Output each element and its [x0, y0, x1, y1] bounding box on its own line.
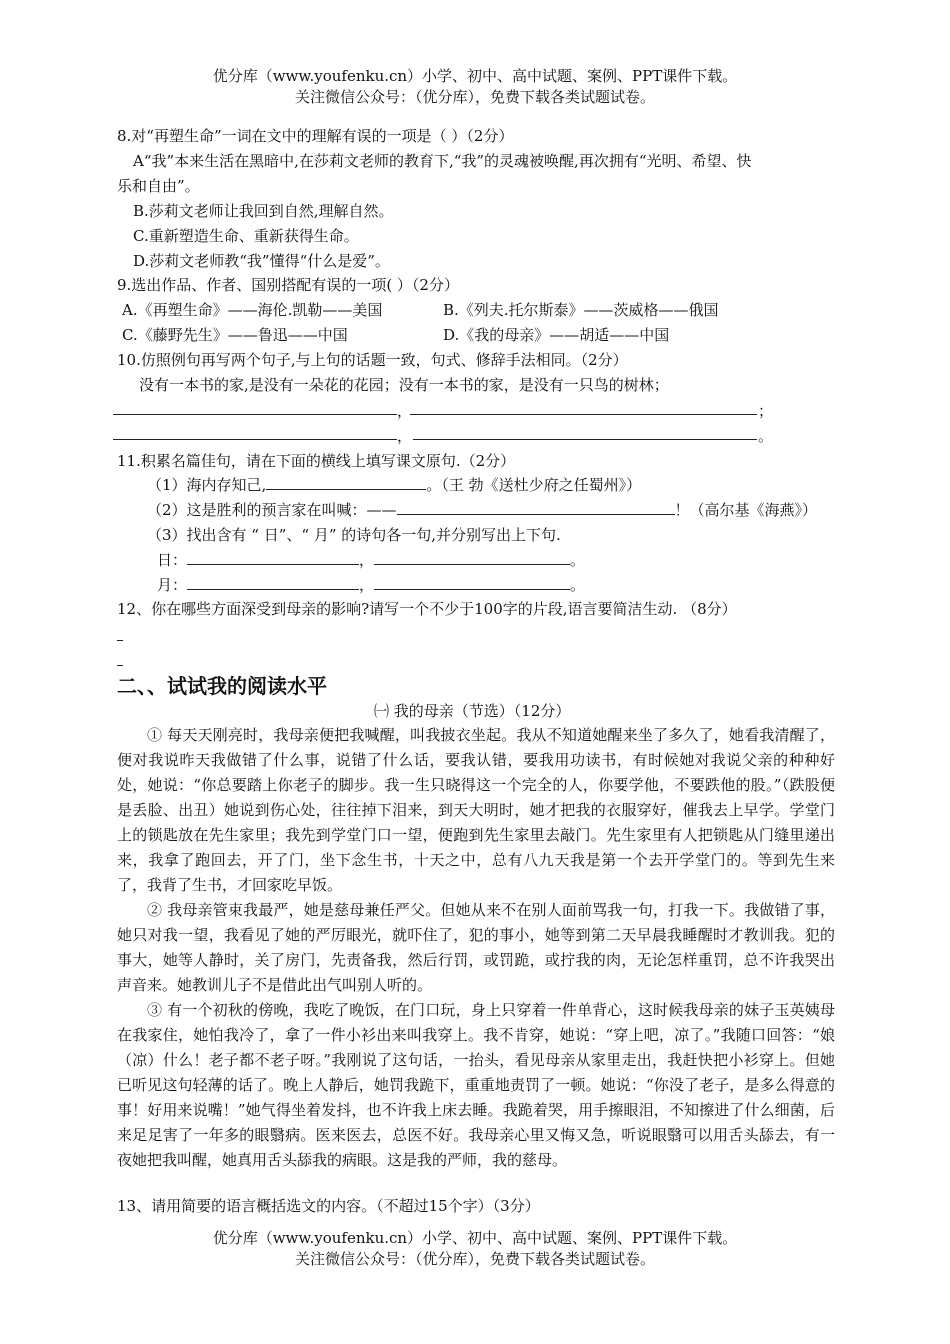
q11-moon-comma: ， [359, 576, 375, 594]
q11-sun-label: 日： [157, 551, 188, 569]
q11-item-1-source: 。（王 勃《送杜少府之任蜀州》） [426, 476, 642, 494]
q8-stem: 8.对“再塑生命”一词在文中的理解有误的一项是（ ）（2分） [117, 127, 514, 145]
q8-option-d: D.莎莉文老师教“我”懂得“什么是爱”。 [133, 252, 390, 270]
q11-sun-blank-1[interactable] [187, 550, 359, 565]
q10-blank-2[interactable] [410, 414, 757, 415]
q11-item-1 [147, 474, 641, 496]
answer-dash-2 [117, 665, 123, 666]
q13-stem: 13、请用简要的语言概括选文的内容。（不超过15个字）（3分） [117, 1197, 540, 1215]
passage [117, 723, 835, 1173]
q11-stem: 11.积累名篇佳句，请在下面的横线上填写课文原句.（2分） [117, 452, 516, 470]
passage-paragraph-3: ③ 有一个初秋的傍晚，我吃了晚饭，在门口玩，身上只穿着一件单背心，这时候我母亲的妹子玉英姨母在我家住，她怕我冷了，拿了一件小衫出来叫我穿上。我不肯穿，她说：“穿上吧，凉了。”我随口回答：“娘（凉）什么！老子都不老子呀。”我刚说了这句话，一抬头，看见母亲从家里走出，我赶快把小衫穿上。但她已听见这句轻薄的话了。晚上人静后，她罚我跪下，重重地责罚了一顿。她说：“你没了老子，是多么得意的事！好用来说嘴！”她气得坐着发抖，也不许我上床去睡。我跪着哭，用手擦眼泪，不知擦进了什么细菌，后来足足害了一年多的眼翳病。医来医去，总医不好。我母亲心里又悔又急，听说眼翳可以用舌头舔去，有一夜她把我叫醒，她真用舌头舔我的病眼。这是我的严师，我的慈母。 [117, 1001, 835, 1169]
q11-moon-row [157, 574, 585, 596]
q10-punct-3: ， [397, 427, 413, 445]
q9-option-d: D.《我的母亲》——胡适——中国 [443, 326, 670, 344]
q9-option-c: C.《藤野先生》——鲁迅——中国 [122, 326, 348, 344]
q11-blank-1[interactable] [266, 475, 426, 490]
q11-sun-blank-2[interactable] [374, 550, 570, 565]
q10-stem: 10.仿照例句再写两个句子,与上句的话题一致，句式、修辞手法相同。（2分） [117, 351, 628, 369]
answer-dash-1 [117, 640, 123, 641]
q11-item-3: （3）找出含有 “ 日”、“ 月” 的诗句各一句,并分别写出上下句. [147, 526, 561, 544]
passage-paragraph-1: ① 每天天刚亮时，我母亲便把我喊醒，叫我披衣坐起。我从不知道她醒来坐了多久了，她看我清醒了，便对我说昨天我做错了什么事，说错了什么话，要我认错，要我用功读书，有时候她对我说父亲的种种好处，她说：“你总要踏上你老子的脚步。我一生只晓得这一个完全的人，你要学他，不要跌他的股。”（跌股便是丢脸、出丑）她说到伤心处，往往掉下泪来，到天大明时，她才把我的衣服穿好，催我去上早学。学堂门上的锁匙放在先生家里；我先到学堂门口一望，便跑到先生家里去敲门。先生家里有人把锁匙从门缝里递出来，我拿了跑回去，开了门，坐下念生书，十天之中，总有八九天我是第一个去开学堂门的。等到先生来了，我背了生书，才回家吃早饭。 [117, 726, 835, 894]
q11-moon-label: 月： [157, 576, 188, 594]
q8-option-b: B.莎莉文老师让我回到自然,理解自然。 [133, 202, 394, 220]
q11-moon-blank-1[interactable] [187, 575, 359, 590]
q9-stem: 9.选出作品、作者、国别搭配有误的一项( ）（2分） [117, 276, 459, 294]
q11-blank-2[interactable] [397, 500, 675, 515]
q11-moon-period: 。 [570, 576, 586, 594]
q12-stem: 12、你在哪些方面深受到母亲的影响?请写一个不少于100字的片段,语言要简洁生动. （8分） [117, 600, 737, 618]
q11-item-1-prompt: （1）海内存知己, [147, 476, 267, 494]
q10-punct-4: 。 [758, 427, 774, 445]
q11-item-2-source: ！（高尔基《海燕》） [674, 501, 818, 519]
q11-sun-row [157, 549, 585, 571]
q9-option-b: B.《列夫.托尔斯泰》——茨威格——俄国 [443, 301, 719, 319]
footer-line-2: 关注微信公众号：（优分库），免费下载各类试题试卷。 [294, 1250, 655, 1268]
q11-sun-period: 。 [570, 551, 586, 569]
passage-title: ㈠ 我的母亲（节选）（12分） [374, 702, 571, 720]
q10-punct-1: ， [397, 402, 413, 420]
q8-option-a-line1: A“我”本来生活在黑暗中,在莎莉文老师的教育下,“我”的灵魂被唤醒,再次拥有“光明、希望、快 [133, 152, 752, 170]
footer-line-1: 优分库（www.youfenku.cn）小学、初中、高中试题、案例、PPT课件下载。 [212, 1229, 738, 1247]
q10-example: 没有一本书的家,是没有一朵花的花园；没有一本书的家，是没有一只鸟的树林； [139, 376, 669, 394]
q10-blank-4[interactable] [413, 439, 757, 440]
q8-option-c: C.重新塑造生命、重新获得生命。 [133, 227, 359, 245]
section-title: 二、、试试我的阅读水平 [117, 674, 327, 698]
header-line-2: 关注微信公众号：（优分库），免费下载各类试题试卷。 [294, 88, 655, 106]
q11-item-2 [147, 499, 817, 521]
q9-option-a: A.《再塑生命》——海伦.凯勒——美国 [122, 301, 383, 319]
header-line-1: 优分库（www.youfenku.cn）小学、初中、高中试题、案例、PPT课件下载。 [212, 67, 738, 85]
q8-option-a-line2: 乐和自由”。 [117, 177, 200, 195]
passage-paragraph-2: ② 我母亲管束我最严，她是慈母兼任严父。但她从来不在别人面前骂我一句，打我一下。我做错了事，她只对我一望，我看见了她的严厉眼光，就吓住了，犯的事小，她等到第二天早晨我睡醒时才教训我。犯的事大，她等人静时，关了房门，先责备我，然后行罚，或罚跪，或拧我的肉，无论怎样重罚，总不许我哭出声音来。她教训儿子不是借此出气叫别人听的。 [117, 901, 835, 994]
q11-sun-comma: ， [359, 551, 375, 569]
q11-moon-blank-2[interactable] [374, 575, 570, 590]
q10-blank-1[interactable] [113, 414, 397, 415]
q10-punct-2: ； [758, 402, 774, 420]
q11-item-2-prompt: （2）这是胜利的预言家在叫喊：—— [147, 501, 397, 519]
q10-blank-3[interactable] [113, 439, 397, 440]
